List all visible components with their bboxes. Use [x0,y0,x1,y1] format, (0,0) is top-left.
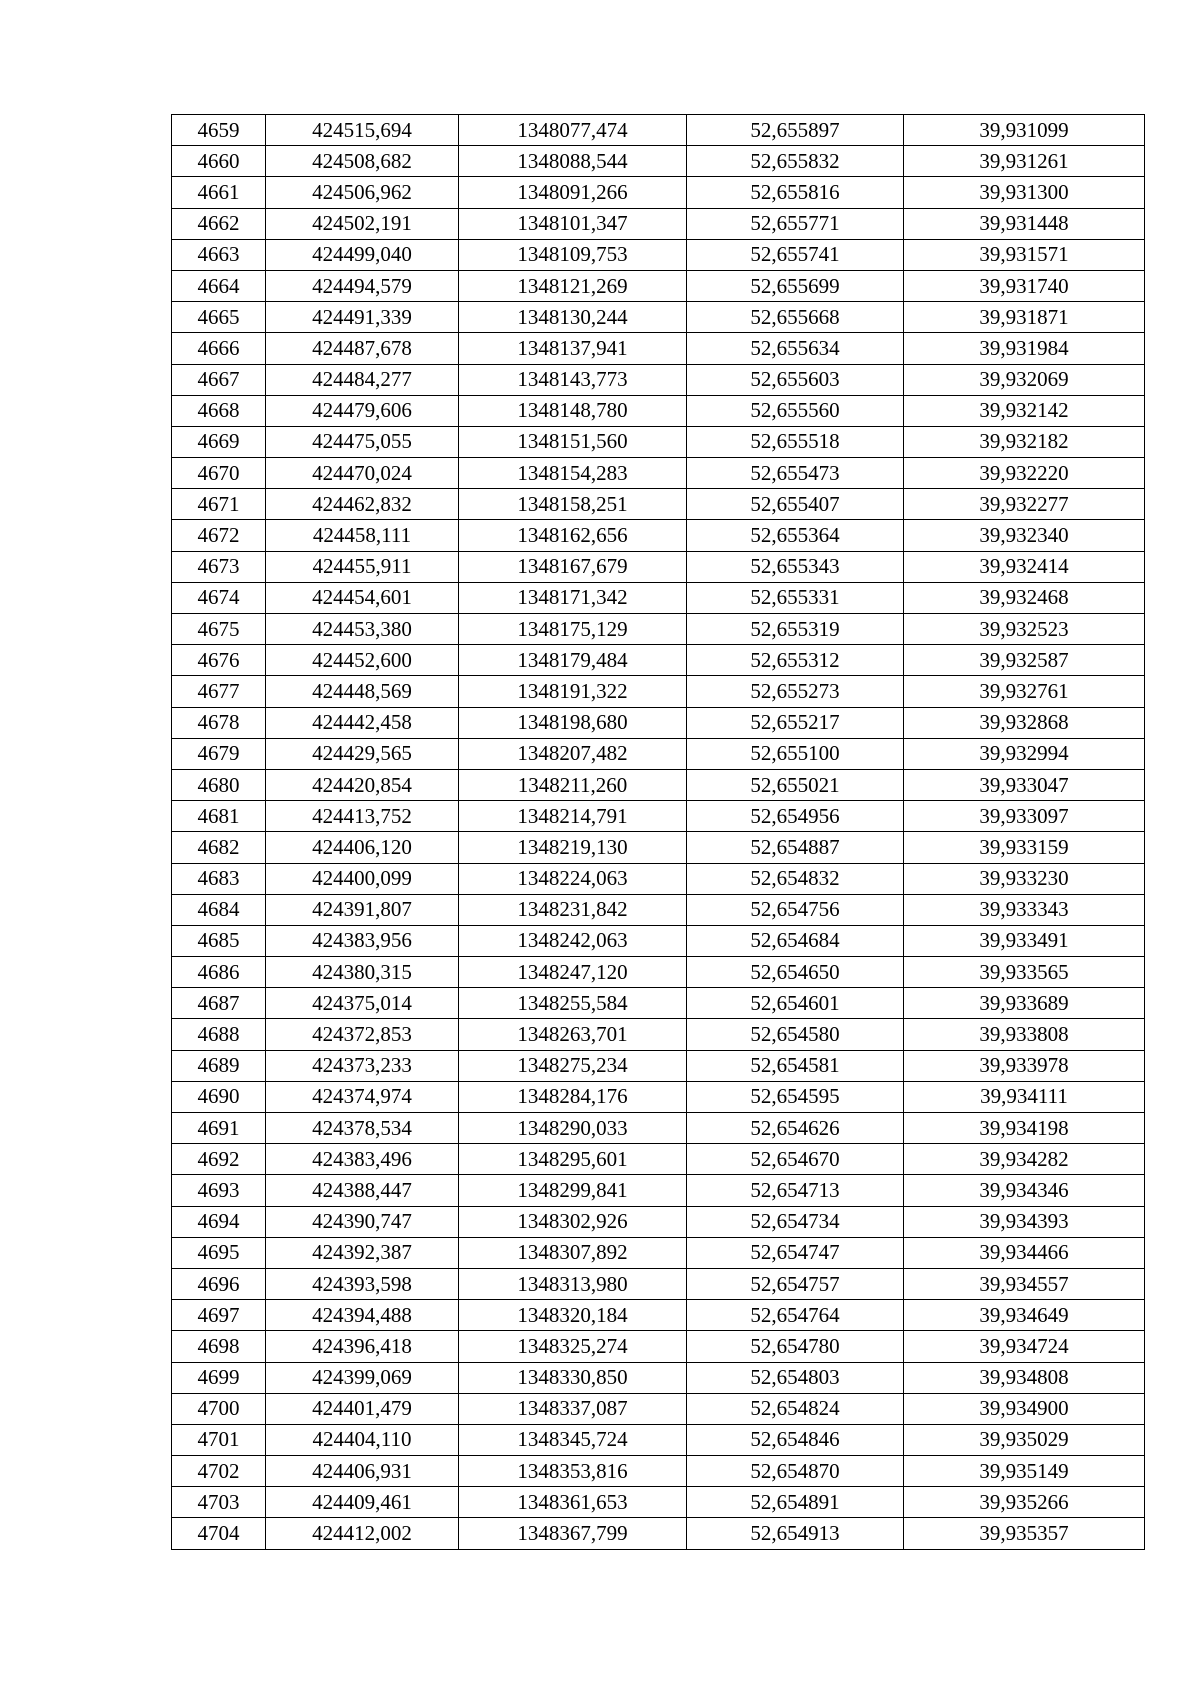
point-number-cell: 4700 [172,1393,266,1424]
longitude-cell: 39,934649 [904,1300,1145,1331]
point-number-cell: 4665 [172,302,266,333]
latitude-cell: 52,654891 [687,1487,904,1518]
point-number-cell: 4677 [172,676,266,707]
longitude-cell: 39,932142 [904,395,1145,426]
longitude-cell: 39,933689 [904,988,1145,1019]
y-coordinate-cell: 1348101,347 [459,208,687,239]
coordinates-table-body [172,115,1145,1550]
x-coordinate-cell: 424390,747 [266,1206,459,1237]
point-number-cell: 4683 [172,863,266,894]
longitude-cell: 39,931740 [904,270,1145,301]
longitude-cell: 39,934557 [904,1268,1145,1299]
y-coordinate-cell: 1348361,653 [459,1487,687,1518]
x-coordinate-cell: 424413,752 [266,801,459,832]
longitude-cell: 39,934111 [904,1081,1145,1112]
y-coordinate-cell: 1348307,892 [459,1237,687,1268]
longitude-cell: 39,933343 [904,894,1145,925]
y-coordinate-cell: 1348313,980 [459,1268,687,1299]
latitude-cell: 52,655343 [687,551,904,582]
longitude-cell: 39,932994 [904,738,1145,769]
point-number-cell: 4697 [172,1300,266,1331]
table-row [172,1081,1145,1112]
longitude-cell: 39,932182 [904,426,1145,457]
latitude-cell: 52,654887 [687,832,904,863]
table-row [172,1113,1145,1144]
table-row [172,1362,1145,1393]
latitude-cell: 52,655634 [687,333,904,364]
point-number-cell: 4682 [172,832,266,863]
longitude-cell: 39,932868 [904,707,1145,738]
latitude-cell: 52,655217 [687,707,904,738]
y-coordinate-cell: 1348167,679 [459,551,687,582]
longitude-cell: 39,932220 [904,458,1145,489]
table-row [172,1206,1145,1237]
y-coordinate-cell: 1348207,482 [459,738,687,769]
y-coordinate-cell: 1348211,260 [459,769,687,800]
longitude-cell: 39,934900 [904,1393,1145,1424]
point-number-cell: 4686 [172,957,266,988]
x-coordinate-cell: 424373,233 [266,1050,459,1081]
x-coordinate-cell: 424429,565 [266,738,459,769]
x-coordinate-cell: 424383,956 [266,925,459,956]
latitude-cell: 52,654832 [687,863,904,894]
latitude-cell: 52,654780 [687,1331,904,1362]
point-number-cell: 4687 [172,988,266,1019]
latitude-cell: 52,654580 [687,1019,904,1050]
x-coordinate-cell: 424383,496 [266,1144,459,1175]
table-row [172,1331,1145,1362]
longitude-cell: 39,934282 [904,1144,1145,1175]
y-coordinate-cell: 1348158,251 [459,489,687,520]
x-coordinate-cell: 424412,002 [266,1518,459,1549]
point-number-cell: 4690 [172,1081,266,1112]
longitude-cell: 39,934198 [904,1113,1145,1144]
latitude-cell: 52,655832 [687,146,904,177]
x-coordinate-cell: 424452,600 [266,645,459,676]
latitude-cell: 52,654913 [687,1518,904,1549]
latitude-cell: 52,655518 [687,426,904,457]
table-row [172,1393,1145,1424]
longitude-cell: 39,931261 [904,146,1145,177]
latitude-cell: 52,654747 [687,1237,904,1268]
y-coordinate-cell: 1348325,274 [459,1331,687,1362]
y-coordinate-cell: 1348353,816 [459,1456,687,1487]
x-coordinate-cell: 424448,569 [266,676,459,707]
point-number-cell: 4684 [172,894,266,925]
latitude-cell: 52,655364 [687,520,904,551]
latitude-cell: 52,655312 [687,645,904,676]
table-row [172,925,1145,956]
point-number-cell: 4689 [172,1050,266,1081]
longitude-cell: 39,934808 [904,1362,1145,1393]
table-row [172,1268,1145,1299]
y-coordinate-cell: 1348143,773 [459,364,687,395]
point-number-cell: 4680 [172,769,266,800]
longitude-cell: 39,931871 [904,302,1145,333]
x-coordinate-cell: 424404,110 [266,1424,459,1455]
latitude-cell: 52,654713 [687,1175,904,1206]
y-coordinate-cell: 1348179,484 [459,645,687,676]
point-number-cell: 4663 [172,239,266,270]
point-number-cell: 4694 [172,1206,266,1237]
x-coordinate-cell: 424420,854 [266,769,459,800]
point-number-cell: 4672 [172,520,266,551]
table-row [172,1456,1145,1487]
table-row [172,1518,1145,1549]
table-row [172,520,1145,551]
x-coordinate-cell: 424475,055 [266,426,459,457]
latitude-cell: 52,654601 [687,988,904,1019]
x-coordinate-cell: 424515,694 [266,115,459,146]
table-row [172,988,1145,1019]
point-number-cell: 4692 [172,1144,266,1175]
x-coordinate-cell: 424378,534 [266,1113,459,1144]
x-coordinate-cell: 424508,682 [266,146,459,177]
x-coordinate-cell: 424491,339 [266,302,459,333]
point-number-cell: 4685 [172,925,266,956]
y-coordinate-cell: 1348151,560 [459,426,687,457]
latitude-cell: 52,655331 [687,582,904,613]
latitude-cell: 52,655603 [687,364,904,395]
longitude-cell: 39,933491 [904,925,1145,956]
x-coordinate-cell: 424499,040 [266,239,459,270]
table-row [172,302,1145,333]
point-number-cell: 4670 [172,458,266,489]
x-coordinate-cell: 424470,024 [266,458,459,489]
longitude-cell: 39,934724 [904,1331,1145,1362]
point-number-cell: 4698 [172,1331,266,1362]
table-row [172,551,1145,582]
point-number-cell: 4699 [172,1362,266,1393]
table-row [172,395,1145,426]
point-number-cell: 4702 [172,1456,266,1487]
coordinates-table [171,114,1145,1550]
latitude-cell: 52,654757 [687,1268,904,1299]
longitude-cell: 39,932523 [904,614,1145,645]
point-number-cell: 4661 [172,177,266,208]
x-coordinate-cell: 424380,315 [266,957,459,988]
y-coordinate-cell: 1348148,780 [459,395,687,426]
table-row [172,1300,1145,1331]
longitude-cell: 39,934466 [904,1237,1145,1268]
y-coordinate-cell: 1348154,283 [459,458,687,489]
point-number-cell: 4696 [172,1268,266,1299]
table-row [172,146,1145,177]
x-coordinate-cell: 424442,458 [266,707,459,738]
longitude-cell: 39,933047 [904,769,1145,800]
x-coordinate-cell: 424393,598 [266,1268,459,1299]
point-number-cell: 4681 [172,801,266,832]
latitude-cell: 52,654581 [687,1050,904,1081]
latitude-cell: 52,654756 [687,894,904,925]
longitude-cell: 39,935149 [904,1456,1145,1487]
y-coordinate-cell: 1348330,850 [459,1362,687,1393]
x-coordinate-cell: 424479,606 [266,395,459,426]
table-row [172,333,1145,364]
longitude-cell: 39,931300 [904,177,1145,208]
point-number-cell: 4695 [172,1237,266,1268]
latitude-cell: 52,655771 [687,208,904,239]
table-row [172,832,1145,863]
y-coordinate-cell: 1348171,342 [459,582,687,613]
point-number-cell: 4667 [172,364,266,395]
y-coordinate-cell: 1348299,841 [459,1175,687,1206]
x-coordinate-cell: 424401,479 [266,1393,459,1424]
longitude-cell: 39,932277 [904,489,1145,520]
x-coordinate-cell: 424375,014 [266,988,459,1019]
point-number-cell: 4679 [172,738,266,769]
table-row [172,177,1145,208]
latitude-cell: 52,655021 [687,769,904,800]
x-coordinate-cell: 424372,853 [266,1019,459,1050]
table-row [172,676,1145,707]
longitude-cell: 39,932468 [904,582,1145,613]
y-coordinate-cell: 1348191,322 [459,676,687,707]
point-number-cell: 4676 [172,645,266,676]
table-row [172,458,1145,489]
table-row [172,1019,1145,1050]
y-coordinate-cell: 1348219,130 [459,832,687,863]
y-coordinate-cell: 1348320,184 [459,1300,687,1331]
y-coordinate-cell: 1348198,680 [459,707,687,738]
x-coordinate-cell: 424399,069 [266,1362,459,1393]
point-number-cell: 4669 [172,426,266,457]
point-number-cell: 4691 [172,1113,266,1144]
table-row [172,1050,1145,1081]
latitude-cell: 52,654684 [687,925,904,956]
point-number-cell: 4703 [172,1487,266,1518]
x-coordinate-cell: 424406,120 [266,832,459,863]
longitude-cell: 39,935266 [904,1487,1145,1518]
y-coordinate-cell: 1348077,474 [459,115,687,146]
x-coordinate-cell: 424394,488 [266,1300,459,1331]
y-coordinate-cell: 1348345,724 [459,1424,687,1455]
longitude-cell: 39,932069 [904,364,1145,395]
latitude-cell: 52,654670 [687,1144,904,1175]
latitude-cell: 52,655699 [687,270,904,301]
longitude-cell: 39,933230 [904,863,1145,894]
y-coordinate-cell: 1348302,926 [459,1206,687,1237]
longitude-cell: 39,931984 [904,333,1145,364]
latitude-cell: 52,655407 [687,489,904,520]
table-row [172,707,1145,738]
table-row [172,426,1145,457]
longitude-cell: 39,932587 [904,645,1145,676]
x-coordinate-cell: 424462,832 [266,489,459,520]
point-number-cell: 4671 [172,489,266,520]
point-number-cell: 4673 [172,551,266,582]
longitude-cell: 39,931448 [904,208,1145,239]
y-coordinate-cell: 1348231,842 [459,894,687,925]
point-number-cell: 4701 [172,1424,266,1455]
latitude-cell: 52,654626 [687,1113,904,1144]
longitude-cell: 39,932340 [904,520,1145,551]
y-coordinate-cell: 1348242,063 [459,925,687,956]
table-row [172,239,1145,270]
y-coordinate-cell: 1348162,656 [459,520,687,551]
table-row [172,115,1145,146]
longitude-cell: 39,932761 [904,676,1145,707]
y-coordinate-cell: 1348130,244 [459,302,687,333]
latitude-cell: 52,654764 [687,1300,904,1331]
point-number-cell: 4664 [172,270,266,301]
point-number-cell: 4675 [172,614,266,645]
x-coordinate-cell: 424484,277 [266,364,459,395]
latitude-cell: 52,654734 [687,1206,904,1237]
table-row [172,489,1145,520]
y-coordinate-cell: 1348088,544 [459,146,687,177]
y-coordinate-cell: 1348247,120 [459,957,687,988]
table-row [172,863,1145,894]
longitude-cell: 39,933565 [904,957,1145,988]
y-coordinate-cell: 1348255,584 [459,988,687,1019]
table-row [172,894,1145,925]
table-row [172,1424,1145,1455]
longitude-cell: 39,935357 [904,1518,1145,1549]
longitude-cell: 39,934346 [904,1175,1145,1206]
latitude-cell: 52,655668 [687,302,904,333]
x-coordinate-cell: 424396,418 [266,1331,459,1362]
y-coordinate-cell: 1348275,234 [459,1050,687,1081]
point-number-cell: 4666 [172,333,266,364]
table-row [172,364,1145,395]
table-row [172,769,1145,800]
table-row [172,614,1145,645]
x-coordinate-cell: 424487,678 [266,333,459,364]
longitude-cell: 39,931099 [904,115,1145,146]
y-coordinate-cell: 1348137,941 [459,333,687,364]
point-number-cell: 4678 [172,707,266,738]
table-row [172,270,1145,301]
longitude-cell: 39,935029 [904,1424,1145,1455]
longitude-cell: 39,934393 [904,1206,1145,1237]
latitude-cell: 52,655560 [687,395,904,426]
table-row [172,957,1145,988]
y-coordinate-cell: 1348263,701 [459,1019,687,1050]
latitude-cell: 52,655473 [687,458,904,489]
x-coordinate-cell: 424458,111 [266,520,459,551]
latitude-cell: 52,655741 [687,239,904,270]
latitude-cell: 52,654803 [687,1362,904,1393]
latitude-cell: 52,655897 [687,115,904,146]
x-coordinate-cell: 424400,099 [266,863,459,894]
table-row [172,1487,1145,1518]
y-coordinate-cell: 1348295,601 [459,1144,687,1175]
x-coordinate-cell: 424502,191 [266,208,459,239]
y-coordinate-cell: 1348337,087 [459,1393,687,1424]
table-row [172,208,1145,239]
longitude-cell: 39,933978 [904,1050,1145,1081]
longitude-cell: 39,931571 [904,239,1145,270]
x-coordinate-cell: 424454,601 [266,582,459,613]
x-coordinate-cell: 424406,931 [266,1456,459,1487]
y-coordinate-cell: 1348284,176 [459,1081,687,1112]
y-coordinate-cell: 1348214,791 [459,801,687,832]
table-row [172,801,1145,832]
point-number-cell: 4693 [172,1175,266,1206]
x-coordinate-cell: 424392,387 [266,1237,459,1268]
latitude-cell: 52,655816 [687,177,904,208]
longitude-cell: 39,933159 [904,832,1145,863]
point-number-cell: 4668 [172,395,266,426]
x-coordinate-cell: 424494,579 [266,270,459,301]
x-coordinate-cell: 424455,911 [266,551,459,582]
longitude-cell: 39,933808 [904,1019,1145,1050]
table-row [172,1237,1145,1268]
latitude-cell: 52,655100 [687,738,904,769]
x-coordinate-cell: 424453,380 [266,614,459,645]
latitude-cell: 52,654956 [687,801,904,832]
y-coordinate-cell: 1348224,063 [459,863,687,894]
latitude-cell: 52,654824 [687,1393,904,1424]
x-coordinate-cell: 424506,962 [266,177,459,208]
y-coordinate-cell: 1348290,033 [459,1113,687,1144]
latitude-cell: 52,655319 [687,614,904,645]
latitude-cell: 52,654846 [687,1424,904,1455]
x-coordinate-cell: 424388,447 [266,1175,459,1206]
table-row [172,582,1145,613]
table-row [172,645,1145,676]
y-coordinate-cell: 1348175,129 [459,614,687,645]
x-coordinate-cell: 424374,974 [266,1081,459,1112]
y-coordinate-cell: 1348091,266 [459,177,687,208]
table-row [172,1175,1145,1206]
y-coordinate-cell: 1348109,753 [459,239,687,270]
point-number-cell: 4662 [172,208,266,239]
y-coordinate-cell: 1348367,799 [459,1518,687,1549]
latitude-cell: 52,654595 [687,1081,904,1112]
point-number-cell: 4659 [172,115,266,146]
point-number-cell: 4674 [172,582,266,613]
table-row [172,1144,1145,1175]
point-number-cell: 4704 [172,1518,266,1549]
table-row [172,738,1145,769]
x-coordinate-cell: 424391,807 [266,894,459,925]
point-number-cell: 4688 [172,1019,266,1050]
longitude-cell: 39,933097 [904,801,1145,832]
point-number-cell: 4660 [172,146,266,177]
longitude-cell: 39,932414 [904,551,1145,582]
x-coordinate-cell: 424409,461 [266,1487,459,1518]
latitude-cell: 52,654870 [687,1456,904,1487]
y-coordinate-cell: 1348121,269 [459,270,687,301]
latitude-cell: 52,655273 [687,676,904,707]
latitude-cell: 52,654650 [687,957,904,988]
